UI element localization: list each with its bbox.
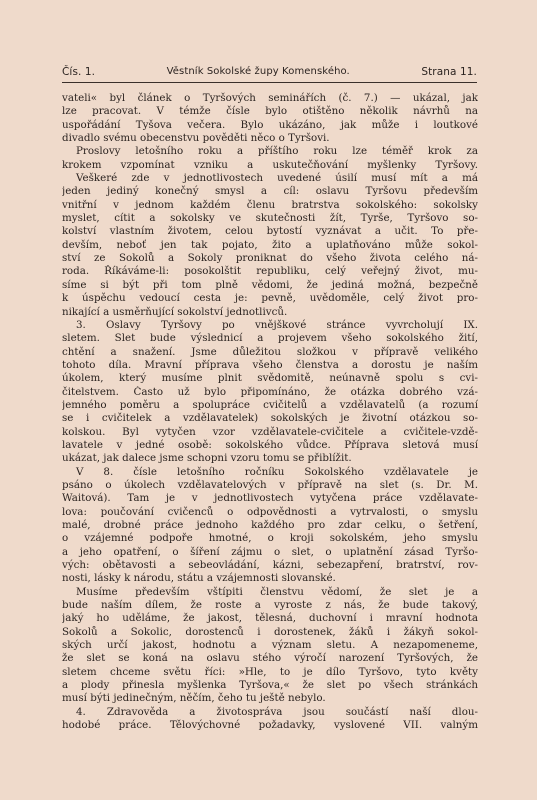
text-line: 4. Zdravověda a životospráva jsou součástí naší dlou-	[76, 705, 478, 718]
journal-title: Věstník Sokolské župy Komenského.	[166, 66, 350, 77]
text-line: úkolem, který musíme plnit svědomitě, neúnavně spolu s cvi-	[62, 372, 478, 385]
text-line: hodobé práce. Tělovýchovné požadavky, vyslovené VII. valným	[62, 719, 478, 732]
text-line: malé, drobné práce jednoho každého pro zdar celku, o šetření,	[62, 519, 478, 531]
body-text	[62, 92, 478, 733]
text-line: k úspěchu vedoucí cesta je: pevně, uvědoměle, celý život pro-	[62, 292, 478, 305]
text-line: Sokolů a Sokolic, dorostenců i dorostenek, žáků i žákyň sokol-	[62, 625, 478, 638]
text-line: lova: poučování cvičenců o odpovědnosti a vytrvalosti, o smyslu	[62, 505, 478, 518]
text-line: se i cvičitelek a vzdělavatelek) sokolských je životní otázkou so-	[62, 412, 478, 425]
text-line: a jeho opatření, o šíření zájmu o slet, o uplatnění zásad Tyršo-	[62, 545, 478, 558]
text-line: 3. Oslavy Tyršovy po vnějškové stránce vyvrcholují IX.	[76, 318, 478, 331]
text-line: vých: obětavosti a sebeovládání, kázni, sebezapření, bratrství, rov-	[62, 559, 478, 572]
text-line: bude naším dílem, že roste a vyroste z nás, že bude takový,	[62, 599, 478, 612]
text-line: jemného poměru a spolupráce cvičitelů a vzdělavatelů (a rozumí	[62, 398, 478, 411]
text-line: devším, neboť jen tak pojato, žito a uplatňováno může sokol-	[62, 238, 478, 251]
text-line: nosti, lásky k národu, státu a vzájemnosti slovanské.	[62, 572, 336, 585]
text-line: čitelstvem. Často už bylo připomínáno, že otázka dobrého vzá-	[62, 385, 478, 398]
text-line: ukázat, jak dalece jsme schopni vzoru tomu se přiblížit.	[62, 452, 352, 465]
text-line: sletem. Slet bude výslednicí a projevem všeho sokolského žití,	[62, 332, 478, 345]
text-line: vateli« byl článek o Tyršových seminářích (č. 7.) — ukázal, jak	[62, 92, 478, 104]
text-line: lze pracovat. V témže čísle bylo otištěno několik návrhů na	[62, 105, 478, 118]
text-line: uspořádání Tyšova večera. Bylo ukázáno, jak může i loutkové	[62, 118, 478, 131]
text-line: Waitová). Tam je v jednotlivostech vytyčena práce vzdělavate-	[62, 492, 478, 505]
text-line: jaký ho uděláme, že jakost, tělesná, duchovní i mravní hodnota	[62, 612, 478, 625]
text-line: ství ze Sokolů a Sokoly proniknat do všeho života celého ná-	[62, 252, 478, 265]
text-line: psáno o úkolech vzdělavatelových v přípravě na slet (s. Dr. M.	[62, 478, 478, 491]
text-line: lavatele v jedné osobě: sokolského vůdce. Příprava sletová musí	[62, 438, 478, 451]
text-line: jeden jediný konečný smysl a cíl: oslavu Tyršovu především	[62, 185, 478, 198]
text-line: myslet, cítit a sokolsky ve skutečnosti žít, Tyrše, Tyršovo so-	[62, 212, 478, 225]
text-line: Veškeré zde v jednotlivostech uvedené úsilí musí mít a má	[76, 172, 478, 185]
text-line: kolskou. Byl vytyčen vzor vzdělavatele-cvičitele a cvičitele-vzdě-	[62, 425, 478, 438]
text-line: sletem chceme světu říci: »Hle, to je dílo Tyršovo, tyto květy	[62, 665, 478, 678]
issue-number: Čís. 1.	[62, 66, 96, 78]
text-line: nikající a usměrňující sokolství jednotlivců.	[62, 305, 288, 318]
text-line: krokem vzpomínat vzniku a uskutečňování myšlenky Tyršovy.	[62, 158, 478, 171]
text-line: tohoto díla. Mravní příprava všeho členstva a dorostu je naším	[62, 358, 478, 371]
text-line: V 8. čísle letošního ročníku Sokolského vzdělavatele je	[76, 465, 478, 478]
text-line: Proslovy letošního roku a příštího roku lze téměř krok za	[76, 145, 478, 158]
header-rule	[62, 82, 477, 83]
text-line: ských určí jakost, hodnotu a význam sletu. A nezapomeneme,	[62, 639, 478, 652]
text-line: vnitřní v jednom každém členu bratrstva sokolského: sokolsky	[62, 198, 478, 211]
text-line: chtění a snažení. Jsme důležitou složkou v přípravě velikého	[62, 345, 478, 358]
text-line: divadlo svému obecenstvu pověděti něco o Tyršovi.	[62, 132, 330, 145]
text-line: kolství vlastním životem, celou bytostí vyznávat a učit. To pře-	[62, 225, 478, 238]
page-number: Strana 11.	[421, 66, 477, 78]
text-line: že slet se koná na oslavu stého výročí narození Tyršových, že	[62, 652, 478, 665]
running-header	[62, 66, 477, 78]
text-line: musí býti jedinečným, něčím, čeho tu ještě nebylo.	[62, 692, 326, 705]
text-line: síme si být při tom plně vědomi, že jediná možná, bezpečně	[62, 278, 478, 291]
text-line: a plody přinesla myšlenka Tyršova,« že slet po všech stránkách	[62, 679, 478, 692]
text-line: roda. Říkáváme-li: posokolštit republiku, celý veřejný život, mu-	[62, 265, 478, 278]
text-line: Musíme především vštípiti členstvu vědomí, že slet je a	[76, 585, 478, 598]
text-line: o vzájemné podpoře hmotné, o kroji sokolském, jeho smyslu	[62, 532, 478, 545]
